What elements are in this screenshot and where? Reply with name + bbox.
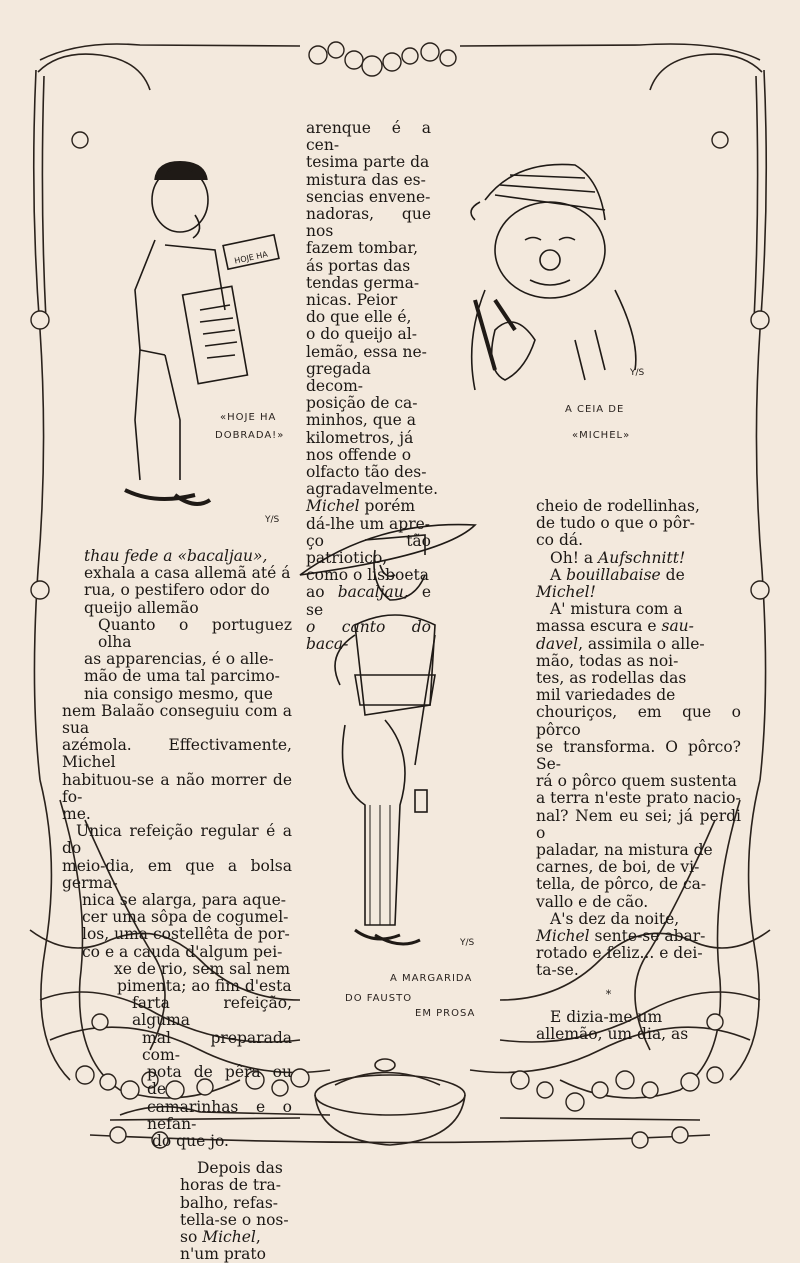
- caption-man-line-2: DOBRADA!»: [215, 430, 285, 441]
- text-line: tes, as rodellas das: [536, 669, 687, 688]
- text-line: balho, refas-: [180, 1193, 279, 1212]
- text-line: rotado e feliz... e dei-: [536, 944, 703, 963]
- man-with-newspaper-illustration: [95, 150, 295, 535]
- text-line: nos offende o: [306, 445, 412, 464]
- caption-margarida-line-1: A MARGARIDA: [390, 973, 473, 984]
- column-2-text: [306, 119, 439, 654]
- text-line: E dizia-me um: [550, 1007, 663, 1026]
- text-line: horas de tra-: [180, 1176, 281, 1195]
- text-line: de tudo o que o pôr-: [536, 514, 695, 533]
- text-line: ás portas das: [306, 256, 411, 275]
- text-line: rua, o pestifero odor do: [84, 581, 270, 600]
- text-line: tesima parte da: [306, 153, 430, 172]
- text-line: a terra n'este prato nacio-: [536, 789, 741, 808]
- text-line: ço tão patriotico,: [306, 531, 431, 568]
- caption-michel-line-2: «MICHEL»: [572, 430, 631, 441]
- text-line: arenque é a cen-: [306, 119, 431, 155]
- text-line: tendas germa-: [306, 273, 420, 292]
- text-line: gregada decom-: [306, 359, 371, 396]
- text-line: pimenta; ao fim d'esta: [117, 977, 292, 996]
- signature: Y/S: [265, 515, 280, 525]
- text-line: lemão, essa ne-: [306, 342, 427, 361]
- text-line: o canto do baca-: [306, 617, 431, 654]
- text-line: posição de ca-: [306, 394, 418, 413]
- text-line: allemão, um dia, as: [536, 1025, 689, 1044]
- text-line: habituou-se a não morrer de fo-: [62, 770, 292, 806]
- text-line: Unica refeição regular é a do: [62, 822, 292, 858]
- text-line: nadoras, que nos: [306, 205, 431, 241]
- text-line: nia consigo mesmo, que: [84, 684, 273, 703]
- text-line: Michel porém: [306, 497, 416, 516]
- text-line: co e a cauda d'algum pei-: [82, 942, 283, 961]
- text-line: minhos, que a: [306, 411, 417, 430]
- text-line: so Michel,: [180, 1227, 261, 1246]
- text-line: Michel sente-se abar-: [536, 927, 706, 946]
- text-line: meio-dia, em que a bolsa germa-: [62, 856, 292, 892]
- text-line: massa escura e sau-: [536, 617, 694, 636]
- text-line: como o lisboeta: [306, 566, 429, 585]
- column-3-text: [536, 498, 741, 1043]
- text-line: A bouillabaise de: [550, 565, 685, 584]
- michel-eating-illustration: [455, 140, 655, 430]
- text-line: fazem tombar,: [306, 239, 418, 258]
- column-1-text: [62, 548, 292, 1263]
- newspaper-headline: HOJE HA: [233, 249, 269, 266]
- text-line: mão de uma tal parcimo-: [84, 667, 280, 686]
- text-line: davel, assimila o alle-: [536, 634, 705, 653]
- text-line: as apparencias, é o alle-: [84, 650, 274, 669]
- text-line: se transforma. O pôrco? Se-: [536, 737, 741, 774]
- text-line: kilometros, já: [306, 428, 414, 447]
- text-line: A' mistura com a: [550, 600, 683, 619]
- text-line: nica se alarga, para aque-: [82, 891, 287, 910]
- text-line: nicas. Peior: [306, 291, 398, 310]
- text-line: mal preparada com-: [142, 1028, 292, 1064]
- text-line: Quanto o portuguez olha: [98, 615, 292, 652]
- text-line: o do queijo al-: [306, 325, 417, 344]
- text-line: pota de pêra ou de: [147, 1063, 292, 1099]
- text-line: Oh! a Aufschnitt!: [550, 548, 686, 567]
- text-line: vallo e de cão.: [536, 892, 649, 911]
- text-line: queijo allemão: [84, 598, 199, 617]
- signature: Y/S: [460, 938, 475, 948]
- text-line: xe de rio, sem sal nem: [114, 959, 291, 978]
- text-line: azémola. Effectivamente, Michel: [62, 736, 292, 772]
- text-line: olfacto tão des-: [306, 463, 427, 482]
- text-line: mão, todas as noi-: [536, 651, 679, 670]
- caption-margarida-line-2: DO FAUSTO: [345, 993, 413, 1004]
- text-line: paladar, na mistura de: [536, 841, 713, 860]
- caption-man-line-1: «HOJE HA: [220, 412, 277, 423]
- text-line: do que jo.: [152, 1131, 229, 1150]
- caption-margarida-line-3: EM PROSA: [415, 1008, 476, 1019]
- caption-michel-line-1: A CEIA DE: [565, 404, 625, 415]
- text-line: me.: [62, 805, 91, 824]
- text-line: farta refeição, alguma: [132, 994, 292, 1030]
- text-line: chouriços, em que o pôrco: [536, 703, 741, 739]
- text-line: thau fede a «bacaljau»,: [84, 547, 268, 565]
- text-line: mil variedades de: [536, 686, 676, 705]
- signature: Y/S: [630, 368, 645, 378]
- text-line: camarinhas e o nefan-: [147, 1097, 292, 1133]
- text-line: Depois das: [197, 1159, 283, 1178]
- text-line: cer uma sôpa de cogumel-: [82, 908, 289, 927]
- text-line: cheio de rodellinhas,: [536, 497, 700, 515]
- text-line: nal? Nem eu sei; já perdi o: [536, 806, 741, 842]
- text-line: sencias envene-: [306, 187, 431, 206]
- text-line: ta-se.: [536, 961, 579, 980]
- text-line: co dá.: [536, 531, 584, 550]
- text-line: tella-se o nos-: [180, 1210, 289, 1229]
- text-line: exhala a casa allemã até á: [84, 564, 291, 583]
- text-line: los, uma costellêta de por-: [82, 925, 290, 944]
- text-line: n'um prato: [180, 1245, 266, 1263]
- text-line: dá-lhe um apre-: [306, 514, 431, 533]
- text-line: agradavelmente.: [306, 480, 439, 499]
- text-line: rá o pôrco quem sustenta: [536, 772, 737, 791]
- text-line: Michel!: [536, 583, 596, 602]
- text-line: A's dez da noite,: [550, 909, 680, 928]
- text-line: nem Balaão conseguiu com a sua: [62, 701, 292, 738]
- text-line: carnes, de boi, de vi-: [536, 858, 700, 877]
- text-line: ao bacaljau, e se: [306, 583, 432, 619]
- text-line: tella, de pôrco, de ca-: [536, 875, 707, 894]
- text-line: mistura das es-: [306, 170, 426, 189]
- section-star: *: [605, 987, 612, 1001]
- text-line: do que elle é,: [306, 308, 412, 327]
